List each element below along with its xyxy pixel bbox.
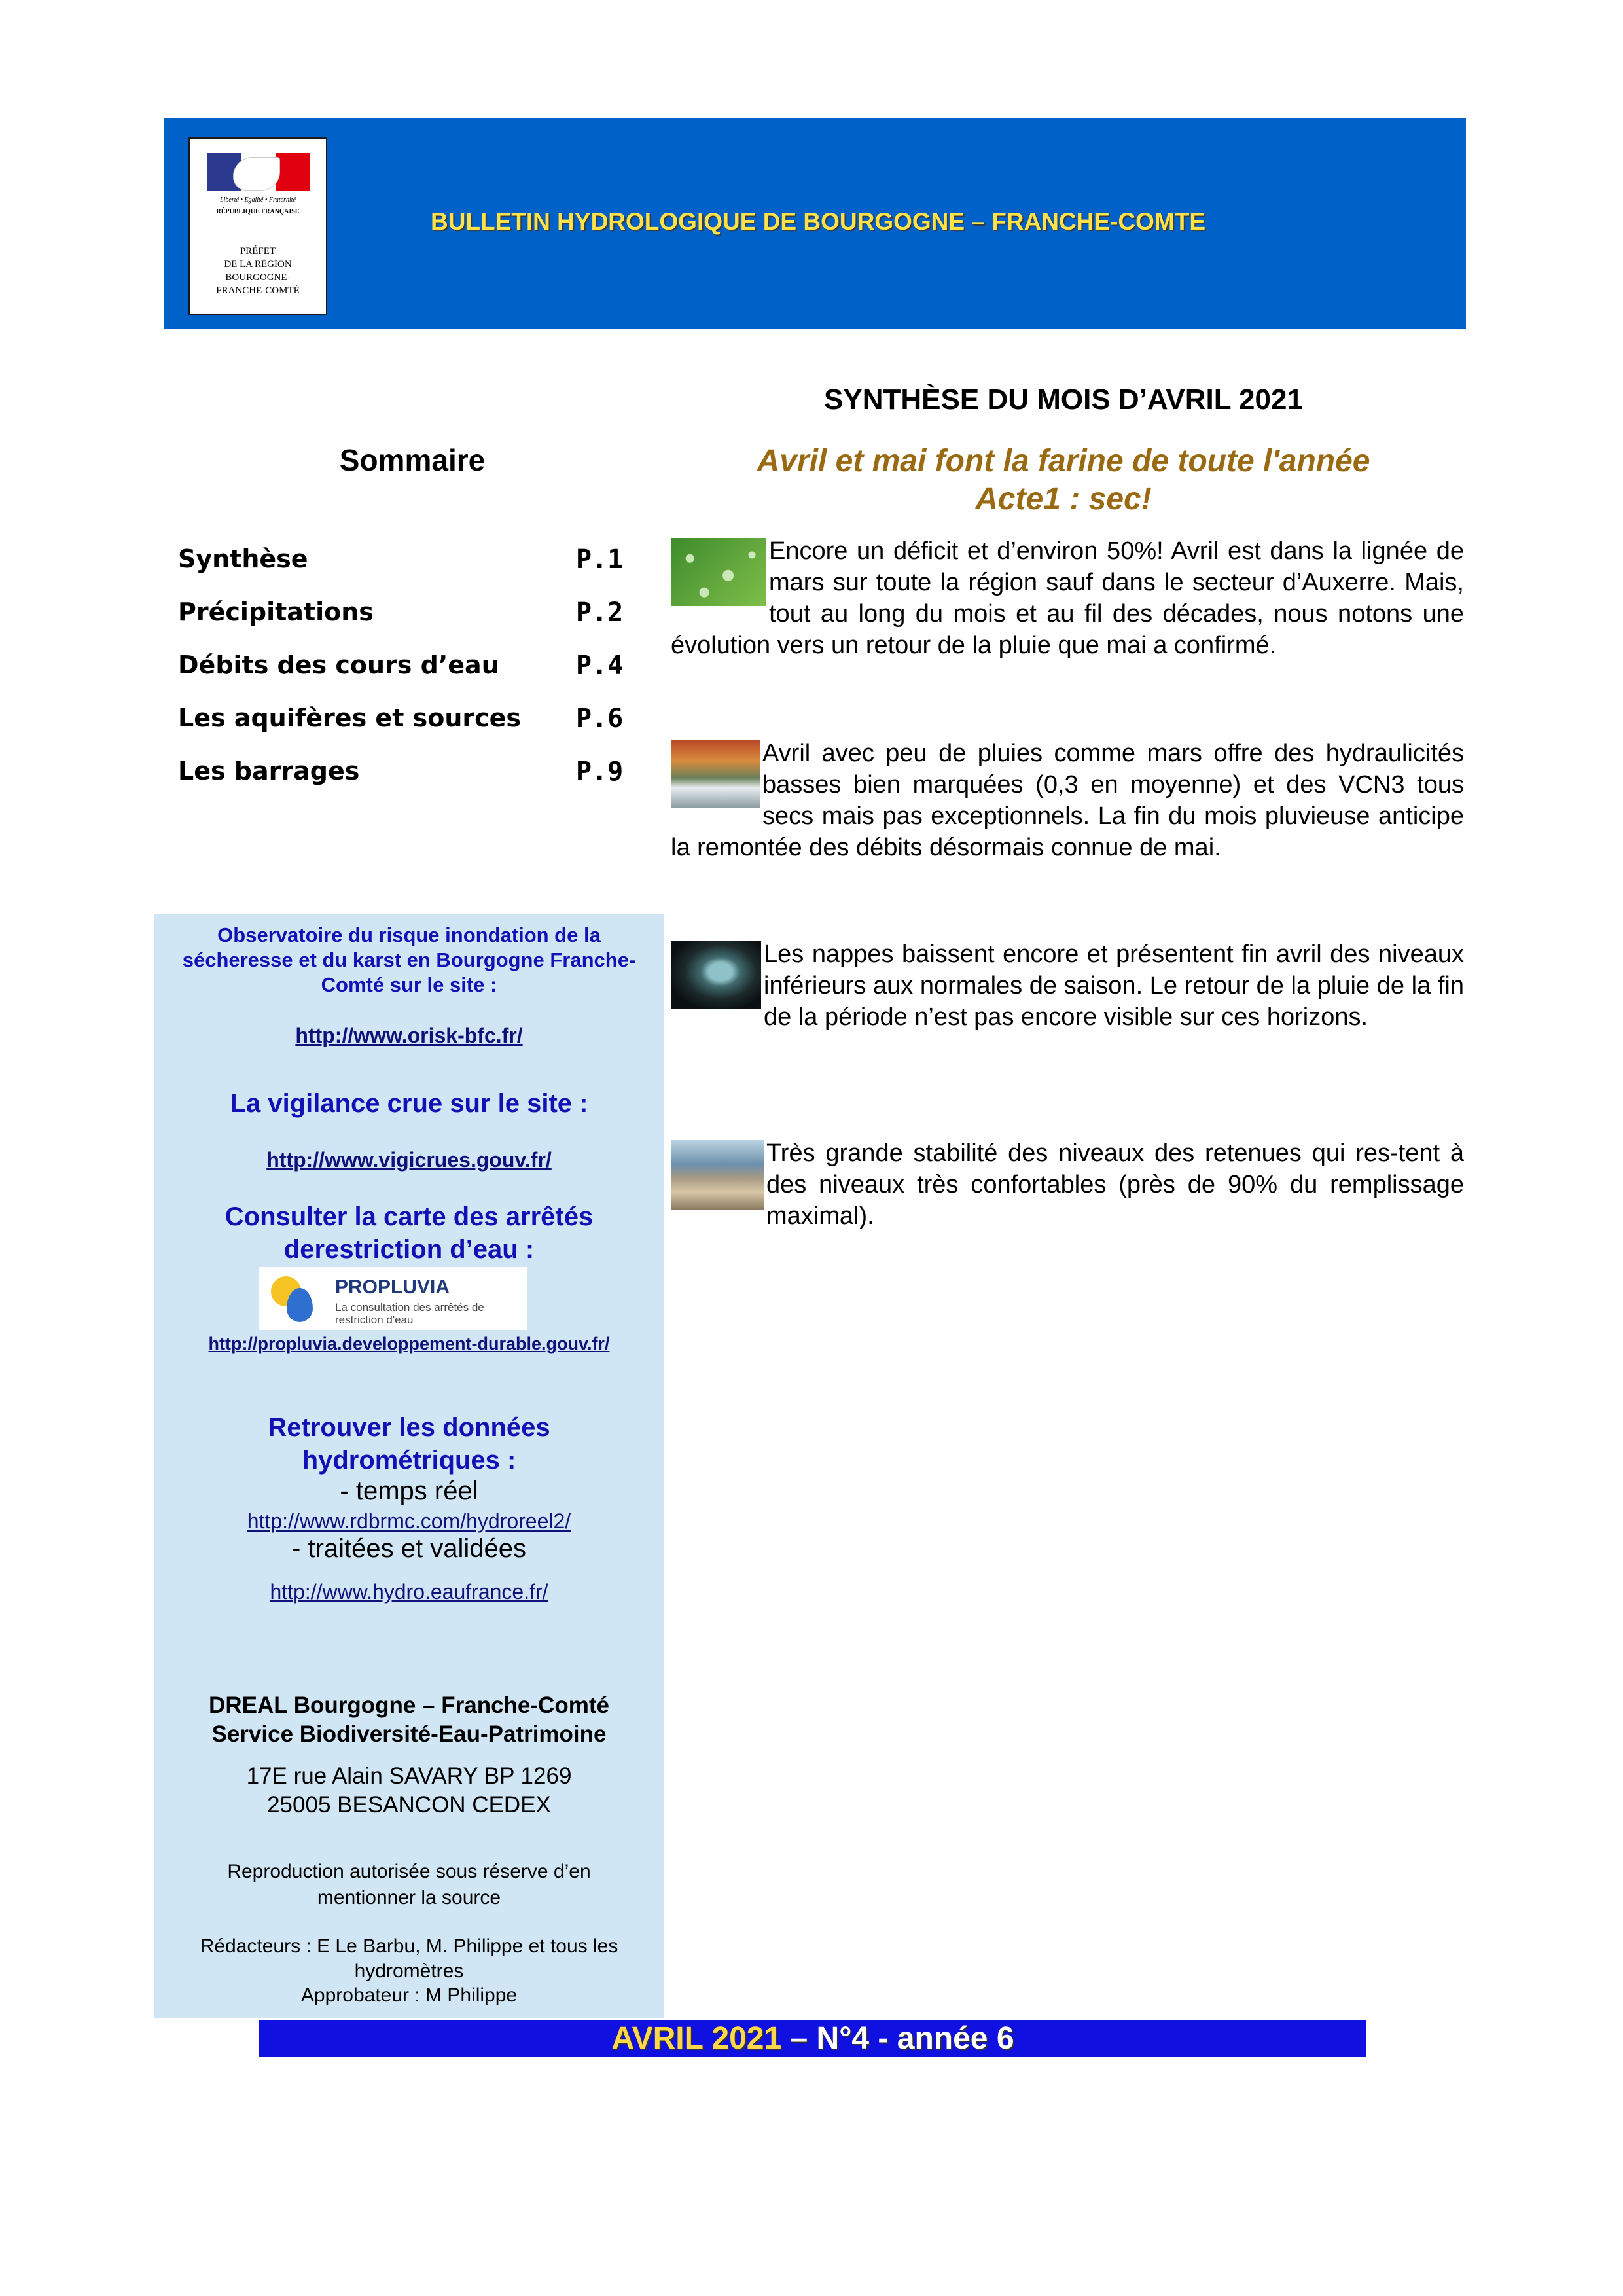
propluvia-link[interactable]: http://propluvia.developpement-durable.gouv.fr/ — [208, 1334, 610, 1354]
synthese-barrages — [671, 1138, 1464, 1232]
cave-photo-icon — [671, 941, 761, 1009]
toc-item-barrages[interactable]: Les barrages — [178, 757, 360, 785]
toc-item-aquiferes[interactable]: Les aquifères et sources — [178, 704, 522, 732]
paragraph-text: Très grande stabilité des niveaux des retenues qui res-tent à des niveaux très confortables (près de 90% du remplissage maximal). — [766, 1139, 1464, 1230]
arretes-text: Consulter la carte des arrêtés derestriction d’eau : — [224, 1202, 594, 1264]
observatoire-text: Observatoire du risque inondation de la sécheresse et du karst en Bourgogne Franche-Comté sur le site : — [182, 924, 636, 996]
footer-date: AVRIL 2021 — [611, 2021, 782, 2056]
paragraph-text: Encore un déficit et d’environ 50%! Avril est dans la lignée de mars sur toute la région sauf dans le secteur d’Auxerre. Mais, tout au long du mois et au fil des décades, nous notons une évolution vers un retour de la pluie que mai a confirmé. — [671, 537, 1464, 659]
reproduction-note: Reproduction autorisée sous réserve d’en mentionner la source — [227, 1861, 591, 1909]
vigilance-link[interactable]: http://www.vigicrues.gouv.fr/ — [266, 1148, 552, 1172]
paragraph-text: Les nappes baissent encore et présentent fin avril des niveaux inférieurs aux normales de saison. Le retour de la pluie de la fin de la période n’est pas encore visible sur ces horizons. — [764, 941, 1464, 1031]
footer-issue: – N°4 - année 6 — [781, 2021, 1014, 2056]
sun-drop-icon — [271, 1274, 317, 1323]
toc-page-barrages: P.9 — [576, 757, 624, 787]
dreal-service: Service Biodiversité-Eau-Patrimoine — [211, 1721, 607, 1747]
subtitle-line-1: Avril et mai font la farine de toute l'année — [757, 444, 1370, 478]
river-photo-icon — [671, 740, 760, 808]
donnees-text: Retrouver les données hydrométriques : — [268, 1413, 550, 1475]
footer-banner — [259, 2020, 1366, 2057]
sommaire-title: Sommaire — [339, 443, 486, 477]
propluvia-logo[interactable] — [259, 1267, 527, 1330]
synthese-debits — [671, 738, 1464, 863]
logo-devise: Liberté • Égalité • Fraternité — [220, 196, 296, 204]
redacteurs: Rédacteurs : E Le Barbu, M. Philippe et tous les hydromètres — [200, 1935, 618, 1982]
propluvia-caption: La consultation des arrêtés de restriction d'eau — [335, 1301, 484, 1326]
toc-page-debits: P.4 — [576, 651, 624, 681]
paragraph-text: Avril avec peu de pluies comme mars offre des hydraulicités basses bien marquées (0,3 en moyenne) et des VCN3 tous secs mais pas exceptionnels. La fin du mois pluvieuse anticipe la remontée des débits désormais connue de mai. — [671, 740, 1464, 861]
temps-reel-link[interactable]: http://www.rdbrmc.com/hydroreel2/ — [247, 1509, 571, 1533]
synthese-title: SYNTHÈSE DU MOIS D’AVRIL 2021 — [824, 384, 1303, 416]
marianne-flag-icon — [207, 153, 310, 191]
toc-item-debits[interactable]: Débits des cours d’eau — [178, 651, 499, 679]
synthese-subtitle — [668, 442, 1459, 518]
toc-page-precipitations: P.2 — [576, 598, 624, 628]
dam-photo-icon — [671, 1140, 764, 1210]
toc-page-synthese: P.1 — [576, 545, 624, 575]
temps-reel-label: - temps réel — [340, 1477, 478, 1505]
toc-item-synthese[interactable]: Synthèse — [178, 545, 308, 573]
synthese-nappes — [671, 939, 1464, 1033]
address-city: 25005 BESANCON CEDEX — [267, 1792, 551, 1818]
subtitle-line-2: Acte1 : sec! — [975, 482, 1152, 516]
logo-republique: RÉPUBLIQUE FRANÇAISE — [216, 208, 300, 215]
validees-label: - traitées et validées — [292, 1534, 526, 1563]
address-street: 17E rue Alain SAVARY BP 1269 — [246, 1763, 572, 1789]
dreal-name: DREAL Bourgogne – Franche-Comté — [209, 1693, 609, 1718]
header-title: BULLETIN HYDROLOGIQUE DE BOURGOGNE – FRANCHE-COMTE — [430, 208, 1206, 235]
observatoire-link[interactable]: http://www.orisk-bfc.fr/ — [295, 1024, 523, 1047]
raindrops-photo-icon — [671, 538, 766, 606]
toc-item-precipitations[interactable]: Précipitations — [178, 598, 374, 626]
approbateur: Approbateur : M Philippe — [300, 1984, 518, 2006]
propluvia-title: PROPLUVIA — [335, 1276, 450, 1298]
synthese-precipitations — [671, 535, 1464, 661]
logo-prefet: PRÉFET DE LA RÉGION BOURGOGNE- FRANCHE-COMTÉ — [216, 246, 300, 296]
prefecture-logo — [188, 137, 327, 315]
validees-link[interactable]: http://www.hydro.eaufrance.fr/ — [270, 1580, 548, 1604]
vigilance-text: La vigilance crue sur le site : — [230, 1089, 588, 1118]
toc-page-aquiferes: P.6 — [576, 704, 624, 734]
